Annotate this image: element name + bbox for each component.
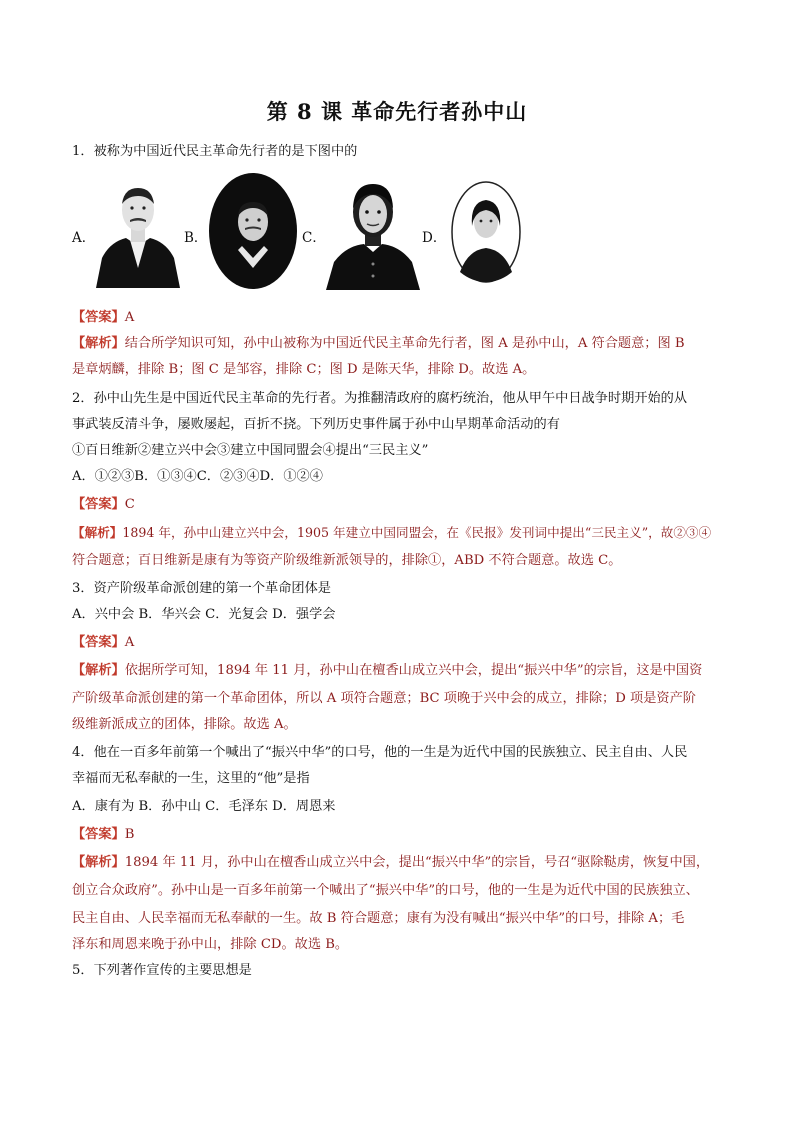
q2-answer — [72, 492, 724, 518]
q3-analysis-line-1 — [72, 658, 724, 684]
q4-stem-line-1: 4．他在一百多年前第一个喊出了“振兴中华”的口号，他的一生是为近代中国的民族独立、民主自由、人民 — [72, 745, 688, 760]
q2-stem-line-2: 事武装反清斗争，屡败屡起，百折不挠。下列历史事件属于孙中山早期革命活动的有 — [72, 417, 560, 432]
q4-analysis-line-2: 创立合众政府”。孙中山是一百多年前第一个喊出了“振兴中华”的口号，他的一生是为近代中国的民族独立、 — [72, 883, 699, 898]
q2-options: A．①②③B．①③④C．②③④D．①②④ — [72, 469, 323, 484]
q1-option-a-label: A． — [72, 230, 96, 246]
q4-answer — [72, 822, 724, 848]
q2-analysis-line-2: 符合题意；百日维新是康有为等资产阶级维新派领导的，排除①，ABD 不符合题意。故选 C。 — [72, 553, 622, 568]
q2-stem-line-3: ①百日维新②建立兴中会③建立中国同盟会④提出“三民主义” — [72, 443, 429, 458]
q1-stem: 1．被称为中国近代民主革命先行者的是下图中的 — [72, 144, 358, 159]
q4-options: A．康有为 B．孙中山 C．毛泽东 D．周恩来 — [72, 799, 336, 814]
q5-stem: 5．下列著作宣传的主要思想是 — [72, 963, 252, 978]
answer-tag: 【答案】 — [72, 827, 125, 842]
q3-analysis-line-3: 级维新派成立的团体，排除。故选 A。 — [72, 717, 297, 732]
answer-tag: 【答案】 — [72, 310, 125, 325]
q1-option-c-label: C． — [302, 230, 326, 246]
q3-answer-value: A — [124, 635, 135, 650]
page-title: 第 8 课 革命先行者孙中山 — [266, 99, 528, 124]
q4-analysis-line-4: 泽东和周恩来晚于孙中山，排除 CD。故选 B。 — [72, 937, 349, 952]
q3-analysis-line-2: 产阶级革命派创建的第一个革命团体，所以 A 项符合题意；BC 项晚于兴中会的成立，排除；D 项是资产阶 — [72, 691, 696, 706]
analysis-tag: 【解析】 — [72, 525, 123, 540]
q3-analysis-text-1: 依据所学可知，1894 年 11 月，孙中山在檀香山成立兴中会，提出“振兴中华”的宗旨，这是中国资 — [124, 663, 703, 678]
q1-option-b-label: B． — [184, 230, 208, 246]
q4-answer-value: B — [124, 827, 135, 842]
q1-analysis-line-2: 是章炳麟，排除 B；图 C 是邹容，排除 C；图 D 是陈天华，排除 D。故选 A。 — [72, 362, 536, 377]
q1-answer — [72, 305, 724, 331]
portrait-c-image — [326, 172, 420, 290]
q2-answer-value: C — [124, 497, 135, 512]
q3-options: A．兴中会 B．华兴会 C．光复会 D．强学会 — [72, 607, 336, 622]
q2-analysis-text-1: 1894 年，孙中山建立兴中会，1905 年建立中国同盟会，在《民报》发刊词中提出“三民主义”，故②③④ — [122, 525, 712, 540]
q4-analysis-line-1 — [72, 850, 724, 876]
portrait-d-image — [450, 180, 522, 284]
portrait-b-image — [208, 172, 298, 290]
q1-answer-value: A — [124, 310, 135, 325]
q2-analysis-line-1 — [72, 520, 724, 546]
q1-option-d-label: D． — [422, 230, 447, 246]
q3-stem: 3．资产阶级革命派创建的第一个革命团体是 — [72, 581, 331, 596]
answer-tag: 【答案】 — [72, 635, 125, 650]
portrait-a-image — [96, 176, 180, 288]
analysis-tag: 【解析】 — [72, 855, 125, 870]
analysis-tag: 【解析】 — [72, 663, 125, 678]
q4-analysis-line-3: 民主自由、人民幸福而无私奉献的一生。故 B 符合题意；康有为没有喊出“振兴中华”的口号，排除 A；毛 — [72, 911, 685, 926]
q2-stem-line-1: 2．孙中山先生是中国近代民主革命的先行者。为推翻清政府的腐朽统治，他从甲午中日战争时期开始的从 — [72, 391, 688, 406]
q1-analysis-line-1 — [72, 331, 724, 357]
answer-tag: 【答案】 — [72, 497, 125, 512]
q1-analysis-text-1: 结合所学知识可知，孙中山被称为中国近代民主革命先行者，图 A 是孙中山，A 符合题意；图 B — [124, 336, 685, 351]
q3-answer — [72, 630, 724, 656]
q4-stem-line-2: 幸福而无私奉献的一生，这里的“他”是指 — [72, 771, 310, 786]
q4-analysis-text-1: 1894 年 11 月，孙中山在檀香山成立兴中会，提出“振兴中华”的宗旨，号召“驱除鞑虏，恢复中国， — [124, 855, 710, 870]
analysis-tag: 【解析】 — [72, 336, 125, 351]
